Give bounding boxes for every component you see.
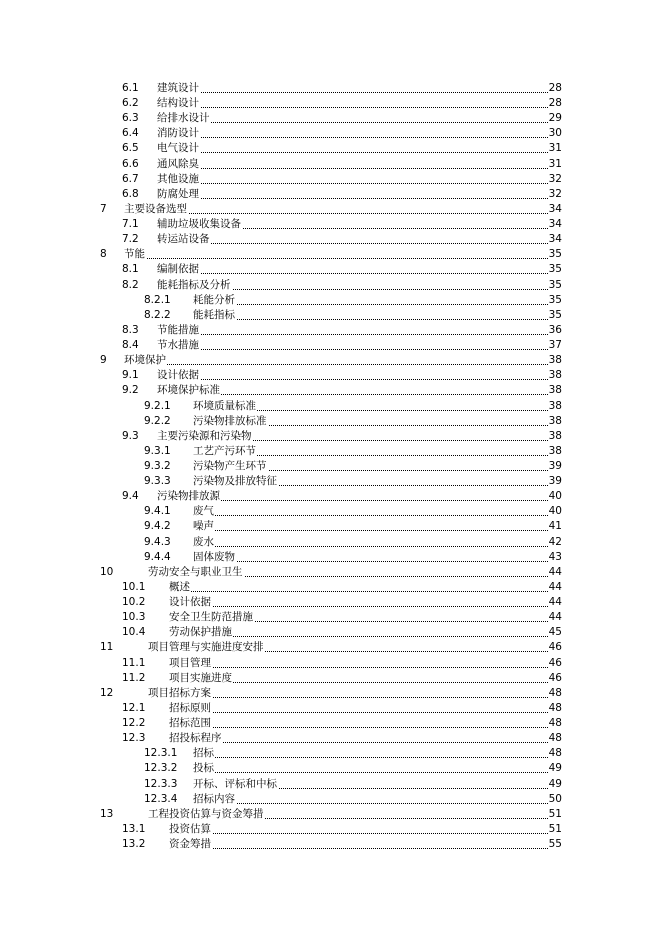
toc-entry[interactable] xyxy=(0,368,662,383)
toc-entry-number: 9.2 xyxy=(122,384,139,397)
toc-entry[interactable] xyxy=(0,141,662,156)
toc-entry-number: 9.3 xyxy=(122,429,139,442)
toc-entry-number: 13 xyxy=(100,807,114,820)
toc-entry-page: 36 xyxy=(548,323,562,336)
toc-entry-title: 耗能分析 xyxy=(193,293,235,306)
toc-entry-page: 35 xyxy=(548,248,562,261)
toc-entry-page: 35 xyxy=(548,278,562,291)
toc-dot-leader xyxy=(157,273,562,274)
toc-entry-page: 48 xyxy=(548,701,562,714)
toc-entry-number: 6.7 xyxy=(122,172,139,185)
toc-entry-number: 12.3.1 xyxy=(144,747,178,760)
toc-entry[interactable] xyxy=(0,278,662,293)
toc-entry-page: 48 xyxy=(548,732,562,745)
toc-entry[interactable] xyxy=(0,716,662,731)
toc-entry-title: 招标范围 xyxy=(169,717,211,730)
toc-entry-number: 7.2 xyxy=(122,233,139,246)
toc-entry-page: 44 xyxy=(548,596,562,609)
toc-entry[interactable] xyxy=(0,308,662,323)
toc-entry-number: 13.2 xyxy=(122,838,146,850)
toc-entry[interactable] xyxy=(0,81,662,96)
toc-dot-leader xyxy=(193,515,562,516)
toc-entry[interactable] xyxy=(0,444,662,459)
toc-entry-title: 设计依据 xyxy=(157,369,199,382)
toc-entry-number: 9 xyxy=(100,354,107,367)
toc-entry[interactable] xyxy=(0,338,662,353)
toc-entry[interactable] xyxy=(0,399,662,414)
toc-dot-leader xyxy=(193,530,562,531)
toc-entry[interactable] xyxy=(0,671,662,686)
toc-entry-number: 12.2 xyxy=(122,717,146,730)
toc-entry-page: 31 xyxy=(548,157,562,170)
toc-dot-leader xyxy=(193,304,562,305)
toc-entry[interactable] xyxy=(0,701,662,716)
toc-entry-number: 8.2 xyxy=(122,278,139,291)
toc-entry-number: 7 xyxy=(100,202,107,215)
toc-entry-number: 12.3.3 xyxy=(144,777,178,790)
toc-entry[interactable] xyxy=(0,217,662,232)
toc-entry-title: 编制依据 xyxy=(157,263,199,276)
toc-dot-leader xyxy=(169,833,562,834)
toc-entry-page: 37 xyxy=(548,339,562,352)
toc-entry-number: 8.3 xyxy=(122,323,139,336)
toc-entry-page: 31 xyxy=(548,142,562,155)
toc-entry[interactable] xyxy=(0,111,662,126)
toc-entry[interactable] xyxy=(0,640,662,655)
toc-entry[interactable] xyxy=(0,232,662,247)
toc-entry[interactable] xyxy=(0,686,662,701)
toc-entry[interactable] xyxy=(0,610,662,625)
toc-dot-leader xyxy=(169,667,562,668)
toc-dot-leader xyxy=(193,319,562,320)
toc-entry[interactable] xyxy=(0,202,662,217)
toc-entry-number: 7.1 xyxy=(122,218,139,231)
toc-entry[interactable] xyxy=(0,489,662,504)
toc-entry-page: 35 xyxy=(548,308,562,321)
toc-entry[interactable] xyxy=(0,323,662,338)
toc-entry[interactable] xyxy=(0,746,662,761)
toc-entry-title: 节水措施 xyxy=(157,339,199,352)
toc-entry[interactable] xyxy=(0,822,662,837)
toc-entry-title: 能耗指标 xyxy=(193,308,235,321)
toc-entry-number: 9.2.1 xyxy=(144,399,171,412)
toc-entry-title: 招标内容 xyxy=(193,792,235,805)
toc-entry-title: 工艺产污环节 xyxy=(193,444,256,457)
toc-entry-page: 44 xyxy=(548,580,562,593)
toc-entry-title: 环境保护标准 xyxy=(157,384,220,397)
toc-entry-number: 6.4 xyxy=(122,127,139,140)
toc-entry-title: 废水 xyxy=(193,535,214,548)
toc-dot-leader xyxy=(169,742,562,743)
toc-entry[interactable] xyxy=(0,504,662,519)
toc-entry-page: 55 xyxy=(548,838,562,850)
toc-entry[interactable] xyxy=(0,792,662,807)
toc-entry-number: 10.2 xyxy=(122,596,146,609)
toc-entry[interactable] xyxy=(0,414,662,429)
toc-entry-number: 6.3 xyxy=(122,112,139,125)
toc-dot-leader xyxy=(193,546,562,547)
toc-dot-leader xyxy=(193,561,562,562)
toc-entry-title: 节能 xyxy=(124,248,145,261)
toc-entry-page: 51 xyxy=(548,807,562,820)
toc-dot-leader xyxy=(157,152,562,153)
toc-entry-page: 49 xyxy=(548,777,562,790)
toc-entry-page: 44 xyxy=(548,565,562,578)
toc-entry[interactable] xyxy=(0,656,662,671)
toc-entry-title: 安全卫生防范措施 xyxy=(169,611,253,624)
toc-dot-leader xyxy=(193,757,562,758)
toc-entry-title: 投标 xyxy=(193,762,214,775)
toc-entry-page: 42 xyxy=(548,535,562,548)
toc-entry-title: 污染物及排放特征 xyxy=(193,475,277,488)
toc-entry-title: 投资估算 xyxy=(169,822,211,835)
toc-dot-leader xyxy=(157,198,562,199)
toc-entry-page: 46 xyxy=(548,671,562,684)
toc-entry-number: 11.2 xyxy=(122,671,146,684)
toc-dot-leader xyxy=(157,122,562,123)
toc-entry-title: 招标原则 xyxy=(169,701,211,714)
toc-entry-page: 39 xyxy=(548,460,562,472)
toc-dot-leader xyxy=(169,848,562,849)
toc-entry-title: 通风除臭 xyxy=(157,157,199,170)
toc-entry[interactable] xyxy=(0,126,662,141)
toc-entry-number: 12.3 xyxy=(122,732,146,745)
toc-dot-leader xyxy=(157,168,562,169)
toc-dot-leader xyxy=(157,349,562,350)
toc-entry-title: 防腐处理 xyxy=(157,187,199,200)
toc-entry-title: 给排水设计 xyxy=(157,112,210,125)
toc-dot-leader xyxy=(169,712,562,713)
toc-entry-number: 6.1 xyxy=(122,82,139,94)
toc-entry[interactable] xyxy=(0,550,662,565)
toc-entry-title: 劳动安全与职业卫生 xyxy=(148,565,243,578)
toc-entry[interactable] xyxy=(0,565,662,580)
toc-dot-leader xyxy=(157,92,562,93)
toc-entry-page: 44 xyxy=(548,611,562,624)
toc-entry-number: 9.3.3 xyxy=(144,475,171,488)
toc-entry[interactable] xyxy=(0,731,662,746)
toc-entry-page: 50 xyxy=(548,792,562,805)
toc-dot-leader xyxy=(169,591,562,592)
toc-entry-page: 38 xyxy=(548,399,562,412)
toc-dot-leader xyxy=(157,243,562,244)
toc-entry-page: 34 xyxy=(548,202,562,215)
toc-entry-title: 项目管理与实施进度安排 xyxy=(148,641,264,654)
toc-entry[interactable] xyxy=(0,383,662,398)
toc-entry-number: 6.8 xyxy=(122,187,139,200)
toc-entry-page: 35 xyxy=(548,293,562,306)
toc-entry-page: 51 xyxy=(548,822,562,835)
toc-entry-page: 40 xyxy=(548,505,562,518)
toc-entry-title: 项目招标方案 xyxy=(148,686,211,699)
toc-entry-number: 6.6 xyxy=(122,157,139,170)
toc-dot-leader xyxy=(193,772,562,773)
toc-entry-number: 9.1 xyxy=(122,369,139,382)
toc-entry-title: 结构设计 xyxy=(157,97,199,110)
toc-entry-title: 电气设计 xyxy=(157,142,199,155)
toc-entry-number: 8.2.1 xyxy=(144,293,171,306)
toc-entry-number: 12.3.4 xyxy=(144,792,178,805)
toc-dot-leader xyxy=(157,137,562,138)
toc-entry-title: 开标、评标和中标 xyxy=(193,777,277,790)
toc-entry-number: 8.4 xyxy=(122,339,139,352)
toc-entry-number: 12 xyxy=(100,686,114,699)
toc-entry-number: 9.4.2 xyxy=(144,520,171,533)
toc-entry[interactable] xyxy=(0,535,662,550)
toc-entry-number: 9.2.2 xyxy=(144,414,171,427)
toc-entry-title: 环境保护 xyxy=(124,354,166,367)
toc-entry-page: 45 xyxy=(548,626,562,639)
toc-entry[interactable] xyxy=(0,353,662,368)
toc-entry[interactable] xyxy=(0,262,662,277)
toc-dot-leader xyxy=(124,364,562,365)
toc-entry-title: 噪声 xyxy=(193,520,214,533)
toc-entry-title: 能耗指标及分析 xyxy=(157,278,231,291)
toc-entry-page: 39 xyxy=(548,475,562,488)
toc-entry-page: 38 xyxy=(548,384,562,397)
toc-entry-page: 49 xyxy=(548,762,562,775)
toc-entry-title: 资金筹措 xyxy=(169,838,211,850)
toc-entry-page: 38 xyxy=(548,444,562,457)
toc-entry-title: 招投标程序 xyxy=(169,732,222,745)
toc-entry-number: 9.3.2 xyxy=(144,460,171,472)
toc-entry[interactable] xyxy=(0,807,662,822)
toc-entry-title: 转运站设备 xyxy=(157,233,210,246)
toc-dot-leader xyxy=(157,379,562,380)
toc-dot-leader xyxy=(169,606,562,607)
toc-entry-title: 招标 xyxy=(193,747,214,760)
toc-entry-title: 建筑设计 xyxy=(157,82,199,94)
toc-entry-title: 固体废物 xyxy=(193,550,235,563)
toc-entry-title: 工程投资估算与资金筹措 xyxy=(148,807,264,820)
toc-entry-number: 10.1 xyxy=(122,580,146,593)
toc-entry-number: 8.2.2 xyxy=(144,308,171,321)
toc-entry[interactable] xyxy=(0,293,662,308)
toc-entry-number: 6.2 xyxy=(122,97,139,110)
toc-entry-number: 9.4.3 xyxy=(144,535,171,548)
toc-entry-title: 废气 xyxy=(193,505,214,518)
toc-entry-title: 辅助垃圾收集设备 xyxy=(157,218,241,231)
toc-entry[interactable] xyxy=(0,761,662,776)
toc-entry-number: 10 xyxy=(100,565,114,578)
toc-entry-page: 48 xyxy=(548,717,562,730)
toc-entry-page: 48 xyxy=(548,747,562,760)
toc-entry-title: 概述 xyxy=(169,580,190,593)
toc-entry-number: 12.3.2 xyxy=(144,762,178,775)
toc-entry-page: 38 xyxy=(548,369,562,382)
toc-entry-title: 环境质量标准 xyxy=(193,399,256,412)
toc-entry-page: 34 xyxy=(548,218,562,231)
toc-entry-title: 设计依据 xyxy=(169,596,211,609)
toc-entry-number: 10.4 xyxy=(122,626,146,639)
toc-entry[interactable] xyxy=(0,247,662,262)
toc-entry-title: 项目管理 xyxy=(169,656,211,669)
toc-entry-number: 10.3 xyxy=(122,611,146,624)
toc-entry-page: 46 xyxy=(548,641,562,654)
toc-entry-title: 消防设计 xyxy=(157,127,199,140)
toc-dot-leader xyxy=(169,727,562,728)
toc-entry[interactable] xyxy=(0,474,662,489)
toc-entry-page: 32 xyxy=(548,172,562,185)
toc-entry-number: 8 xyxy=(100,248,107,261)
toc-entry-title: 项目实施进度 xyxy=(169,671,232,684)
toc-entry[interactable] xyxy=(0,580,662,595)
toc-entry-page: 38 xyxy=(548,354,562,367)
toc-entry-number: 6.5 xyxy=(122,142,139,155)
toc-entry-page: 43 xyxy=(548,550,562,563)
toc-entry[interactable] xyxy=(0,777,662,792)
toc-entry[interactable] xyxy=(0,837,662,852)
toc-entry-title: 主要污染源和污染物 xyxy=(157,429,252,442)
toc-entry[interactable] xyxy=(0,157,662,172)
toc-entry-page: 41 xyxy=(548,520,562,533)
toc-dot-leader xyxy=(124,213,562,214)
toc-entry[interactable] xyxy=(0,519,662,534)
toc-entry[interactable] xyxy=(0,96,662,111)
toc-entry-number: 9.4 xyxy=(122,490,139,503)
toc-entry[interactable] xyxy=(0,595,662,610)
toc-entry-title: 主要设备选型 xyxy=(124,202,187,215)
toc-entry[interactable] xyxy=(0,172,662,187)
toc-entry-page: 28 xyxy=(548,97,562,110)
toc-dot-leader xyxy=(157,107,562,108)
toc-entry-title: 劳动保护措施 xyxy=(169,626,232,639)
toc-entry-page: 30 xyxy=(548,127,562,140)
toc-dot-leader xyxy=(193,803,562,804)
toc-entry-title: 污染物排放源 xyxy=(157,490,220,503)
toc-entry-number: 11 xyxy=(100,641,114,654)
toc-entry-number: 9.3.1 xyxy=(144,444,171,457)
toc-entry[interactable] xyxy=(0,625,662,640)
toc-entry-number: 9.4.1 xyxy=(144,505,171,518)
toc-entry-page: 38 xyxy=(548,414,562,427)
toc-entry[interactable] xyxy=(0,459,662,474)
toc-dot-leader xyxy=(157,334,562,335)
toc-entry-page: 48 xyxy=(548,686,562,699)
toc-entry-page: 38 xyxy=(548,429,562,442)
toc-entry-title: 节能措施 xyxy=(157,323,199,336)
toc-entry-title: 污染物产生环节 xyxy=(193,460,267,472)
toc-dot-leader xyxy=(157,183,562,184)
toc-entry-page: 32 xyxy=(548,187,562,200)
toc-dot-leader xyxy=(124,258,562,259)
toc-entry-page: 46 xyxy=(548,656,562,669)
toc-entry-number: 13.1 xyxy=(122,822,146,835)
toc-entry-number: 9.4.4 xyxy=(144,550,171,563)
toc-entry-page: 40 xyxy=(548,490,562,503)
toc-entry[interactable] xyxy=(0,429,662,444)
toc-entry-title: 其他设施 xyxy=(157,172,199,185)
toc-entry-page: 28 xyxy=(548,82,562,94)
toc-entry-page: 29 xyxy=(548,112,562,125)
toc-entry-number: 11.1 xyxy=(122,656,146,669)
toc-entry-number: 8.1 xyxy=(122,263,139,276)
toc-entry[interactable] xyxy=(0,187,662,202)
toc-entry-page: 35 xyxy=(548,263,562,276)
toc-entry-title: 污染物排放标准 xyxy=(193,414,267,427)
toc-entry-page: 34 xyxy=(548,233,562,246)
toc-entry-number: 12.1 xyxy=(122,701,146,714)
